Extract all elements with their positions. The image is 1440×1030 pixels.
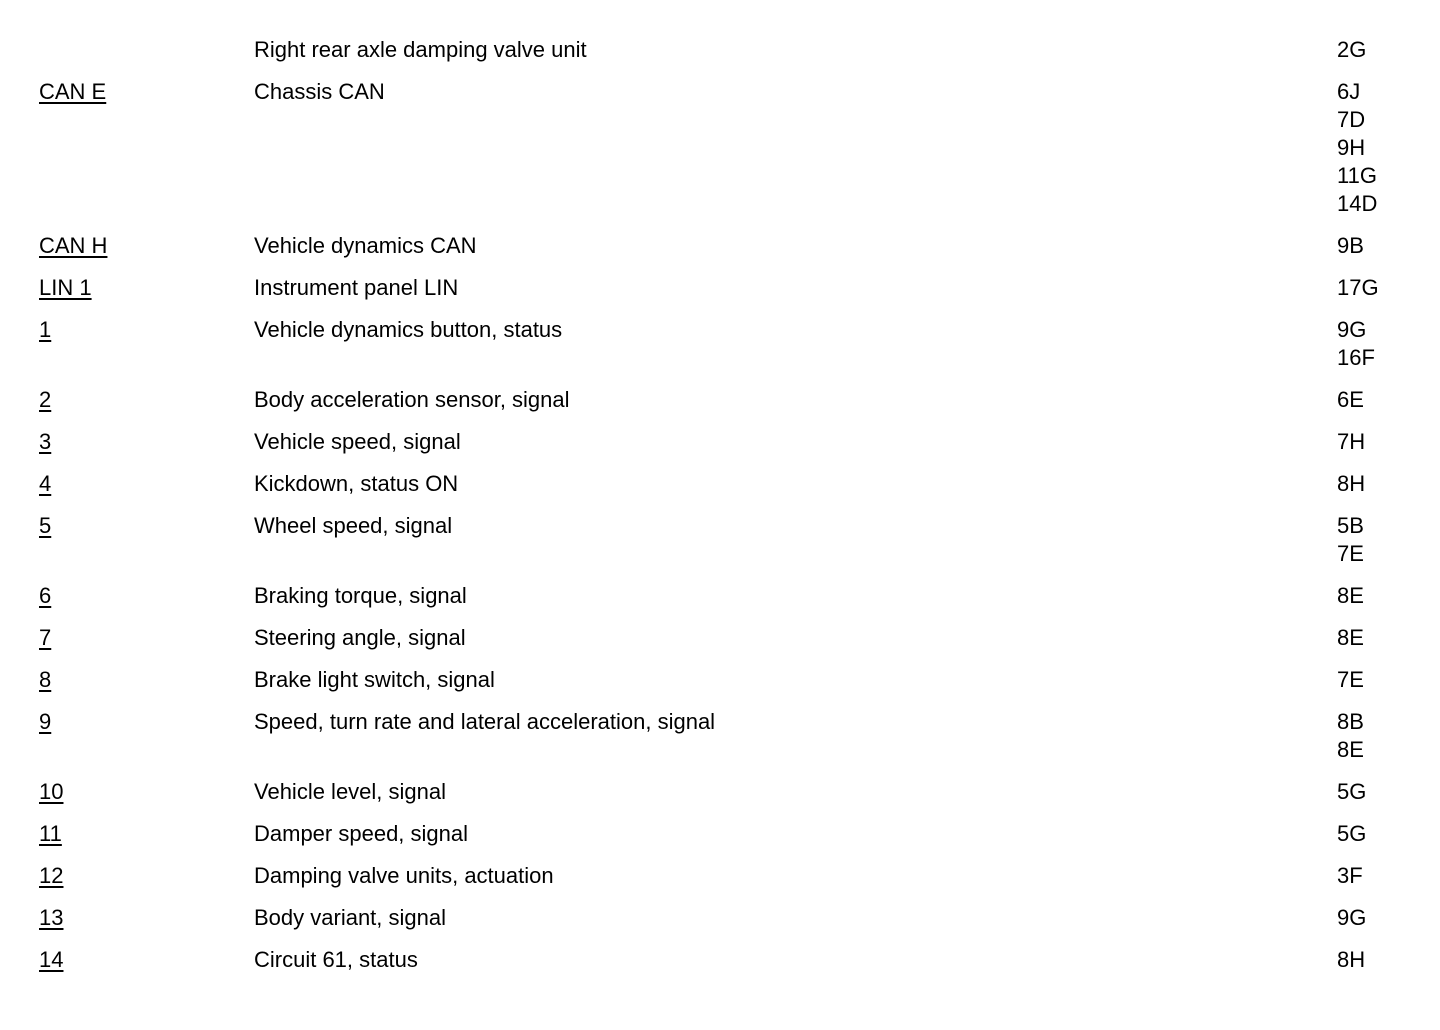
grid-reference: 5B (1337, 513, 1364, 538)
legend-key-cell (0, 820, 254, 848)
legend-grid-refs (1337, 274, 1437, 302)
legend-grid-refs (1337, 386, 1437, 414)
grid-reference: 3F (1337, 863, 1363, 888)
grid-reference: 17G (1337, 275, 1379, 300)
legend-grid-refs (1337, 428, 1437, 456)
legend-description: Right rear axle damping valve unit (254, 37, 587, 62)
legend-row (0, 946, 1440, 974)
legend-row (0, 862, 1440, 890)
legend-row (0, 36, 1440, 64)
legend-row (0, 512, 1440, 568)
legend-key: 7 (39, 625, 52, 650)
grid-reference: 8E (1337, 625, 1364, 650)
legend-key: CAN E (39, 79, 107, 104)
legend-key: 6 (39, 583, 52, 608)
legend-key-cell (0, 512, 254, 540)
legend-key: 12 (39, 863, 64, 888)
legend-row (0, 386, 1440, 414)
grid-reference: 6J (1337, 79, 1361, 104)
legend-row (0, 232, 1440, 260)
legend-grid-refs (1337, 708, 1437, 764)
legend-key: 8 (39, 667, 52, 692)
legend-key: 10 (39, 779, 64, 804)
grid-reference: 7E (1337, 541, 1364, 566)
legend-grid-refs (1337, 624, 1437, 652)
legend-key-cell (0, 274, 254, 302)
legend-description: Steering angle, signal (254, 625, 466, 650)
grid-reference: 6E (1337, 387, 1364, 412)
legend-grid-refs (1337, 512, 1437, 568)
legend-row (0, 778, 1440, 806)
legend-description: Kickdown, status ON (254, 471, 459, 496)
grid-reference: 11G (1337, 163, 1377, 188)
legend-key-cell (0, 582, 254, 610)
legend-key-cell (0, 232, 254, 260)
legend-key: 1 (39, 317, 52, 342)
legend-grid-refs (1337, 78, 1437, 218)
grid-reference: 8H (1337, 471, 1366, 496)
legend-description: Circuit 61, status (254, 947, 418, 972)
legend-grid-refs (1337, 778, 1437, 806)
legend-key: CAN H (39, 233, 108, 258)
legend-row (0, 316, 1440, 372)
grid-reference: 9H (1337, 135, 1366, 160)
grid-reference: 9B (1337, 233, 1364, 258)
grid-reference: 8E (1337, 583, 1364, 608)
legend-key-cell (0, 428, 254, 456)
legend-key-cell (0, 386, 254, 414)
legend-grid-refs (1337, 316, 1437, 372)
grid-reference: 7D (1337, 107, 1366, 132)
legend-key-cell (0, 624, 254, 652)
legend-key: 13 (39, 905, 64, 930)
legend-grid-refs (1337, 232, 1437, 260)
legend-description: Wheel speed, signal (254, 513, 453, 538)
legend-key-cell (0, 78, 254, 106)
legend-row (0, 904, 1440, 932)
legend-key: 4 (39, 471, 52, 496)
grid-reference: 9G (1337, 905, 1367, 930)
legend-key-cell (0, 316, 254, 344)
grid-reference: 8H (1337, 947, 1366, 972)
legend-key: 11 (39, 821, 62, 846)
legend-key-cell (0, 862, 254, 890)
legend-key-cell (0, 666, 254, 694)
legend-grid-refs (1337, 946, 1437, 974)
legend-grid-refs (1337, 820, 1437, 848)
grid-reference: 7E (1337, 667, 1364, 692)
grid-reference: 5G (1337, 779, 1367, 804)
legend-grid-refs (1337, 36, 1437, 64)
legend-description: Vehicle speed, signal (254, 429, 461, 454)
legend-description: Body variant, signal (254, 905, 446, 930)
grid-reference: 5G (1337, 821, 1367, 846)
legend-description: Chassis CAN (254, 79, 385, 104)
legend-key: 5 (39, 513, 52, 538)
grid-reference: 9G (1337, 317, 1367, 342)
legend-description: Body acceleration sensor, signal (254, 387, 570, 412)
grid-reference: 7H (1337, 429, 1366, 454)
legend-description: Damper speed, signal (254, 821, 469, 846)
legend-grid-refs (1337, 666, 1437, 694)
legend-grid-refs (1337, 862, 1437, 890)
legend-description: Brake light switch, signal (254, 667, 495, 692)
legend-key: 14 (39, 947, 64, 972)
grid-reference: 8B (1337, 709, 1364, 734)
legend-key-cell (0, 708, 254, 736)
legend-description: Speed, turn rate and lateral acceleration, signal (254, 709, 716, 734)
grid-reference: 2G (1337, 37, 1367, 62)
legend-row (0, 470, 1440, 498)
legend-key: 2 (39, 387, 52, 412)
legend-grid-refs (1337, 582, 1437, 610)
legend-row (0, 78, 1440, 218)
legend-description: Damping valve units, actuation (254, 863, 554, 888)
grid-reference: 14D (1337, 191, 1378, 216)
wiring-legend-table (0, 36, 1440, 988)
legend-description: Vehicle dynamics CAN (254, 233, 477, 258)
legend-row (0, 274, 1440, 302)
legend-row (0, 582, 1440, 610)
legend-description: Instrument panel LIN (254, 275, 459, 300)
legend-key: 9 (39, 709, 52, 734)
legend-description: Vehicle level, signal (254, 779, 447, 804)
grid-reference: 16F (1337, 345, 1375, 370)
legend-row (0, 666, 1440, 694)
legend-key-cell (0, 904, 254, 932)
legend-grid-refs (1337, 904, 1437, 932)
legend-row (0, 820, 1440, 848)
legend-row (0, 428, 1440, 456)
legend-key-cell (0, 778, 254, 806)
legend-key-cell (0, 470, 254, 498)
legend-key: 3 (39, 429, 52, 454)
legend-key: LIN 1 (39, 275, 92, 300)
legend-description: Braking torque, signal (254, 583, 467, 608)
grid-reference: 8E (1337, 737, 1364, 762)
legend-grid-refs (1337, 470, 1437, 498)
legend-key-cell (0, 946, 254, 974)
legend-description: Vehicle dynamics button, status (254, 317, 563, 342)
legend-row (0, 624, 1440, 652)
legend-row (0, 708, 1440, 764)
